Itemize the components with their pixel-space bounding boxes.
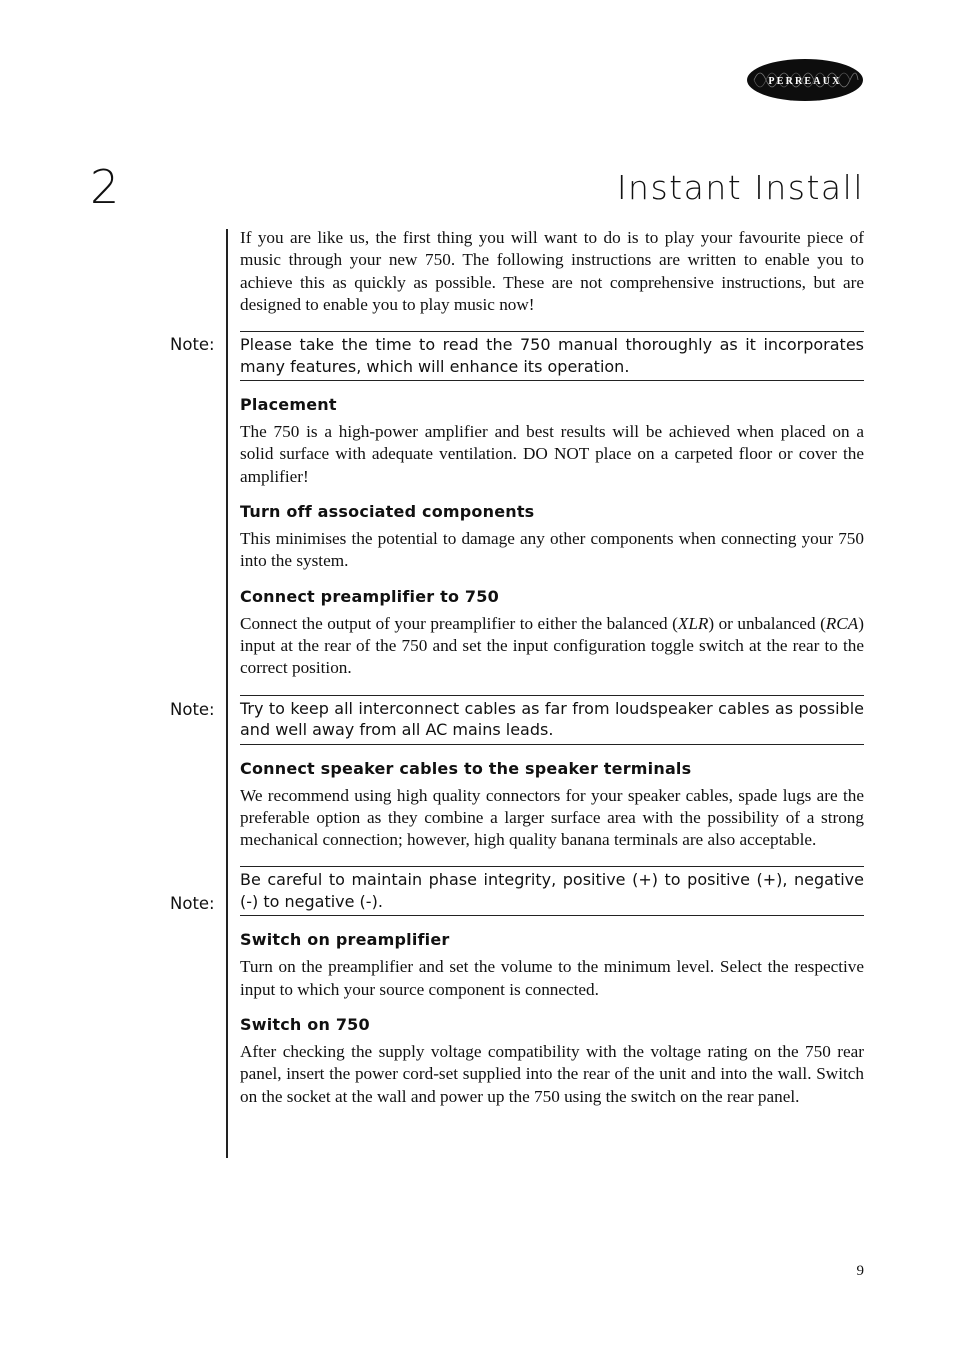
- rca-term: RCA: [825, 613, 859, 633]
- page-number: 9: [856, 1263, 864, 1279]
- note-phase-integrity: Be careful to maintain phase integrity, positive (+) to positive (+), negative (-) to negative (-).: [240, 866, 864, 916]
- heading-switch-preamp: Switch on preamplifier: [240, 930, 450, 950]
- connect-speakers-paragraph: We recommend using high quality connectors for your speaker cables, spade lugs are the preferable option as they combine a larger surface area with the possibility of a strong mechanical connection; however, high quality banana terminals are also acceptable.: [240, 785, 864, 850]
- main-content: [240, 227, 864, 1108]
- chapter-number: 2: [90, 160, 121, 214]
- turn-off-paragraph: This minimises the potential to damage any other components when connecting your 750 into the system.: [240, 529, 864, 571]
- heading-connect-preamp: Connect preamplifier to 750: [240, 586, 499, 606]
- connect-preamp-text-1: Connect the output of your preamplifier to either the balanced (: [240, 613, 678, 633]
- note-label-2: Note:: [170, 700, 215, 719]
- connect-preamp-text-2: ) or unbalanced (: [708, 613, 826, 633]
- margin-rule: [226, 229, 228, 1158]
- switch-preamp-paragraph: Turn on the preamplifier and set the volume to the minimum level. Select the respective input to which your source component is connected.: [240, 957, 864, 999]
- intro-paragraph: If you are like us, the first thing you will want to do is to play your favourite piece of music through your new 750. The following instructions are written to enable you to achieve this as quickly as possible. These are not comprehensive instructions, but are designed to enable you to play music now!: [240, 228, 864, 314]
- note-label-3: Note:: [170, 894, 215, 913]
- logo-wordmark: PERREAUX: [768, 76, 842, 87]
- connect-preamp-text-3: ) input at the rear of the 750 and set the input configuration toggle switch at the rear to the correct position.: [240, 613, 864, 678]
- heading-placement: Placement: [240, 395, 337, 415]
- xlr-term: XLR: [677, 613, 709, 633]
- chapter-title: Instant Install: [616, 168, 864, 207]
- switch-750-paragraph: After checking the supply voltage compatibility with the voltage rating on the 750 rear panel, insert the power cord-set supplied into the rear of the unit and into the wall. Switch on the socket at the wall and power up the 750 using the switch on the rear panel.: [240, 1042, 864, 1106]
- connect-preamp-paragraph: [240, 613, 864, 680]
- note-interconnect-cables: Try to keep all interconnect cables as far from loudspeaker cables as possible and well away from all AC mains leads.: [240, 695, 864, 745]
- heading-connect-speakers: Connect speaker cables to the speaker terminals: [240, 758, 692, 778]
- perreaux-logo: [746, 58, 864, 102]
- heading-switch-750: Switch on 750: [240, 1015, 370, 1035]
- note-read-manual: Please take the time to read the 750 manual thoroughly as it incorporates many features, which will enhance its operation.: [240, 331, 864, 381]
- heading-turn-off: Turn off associated components: [240, 502, 535, 522]
- note-label-1: Note:: [170, 335, 215, 354]
- placement-paragraph: The 750 is a high-power amplifier and best results will be achieved when placed on a solid surface with adequate ventilation. DO NOT place on a carpeted floor or cover the amplifier!: [240, 422, 864, 486]
